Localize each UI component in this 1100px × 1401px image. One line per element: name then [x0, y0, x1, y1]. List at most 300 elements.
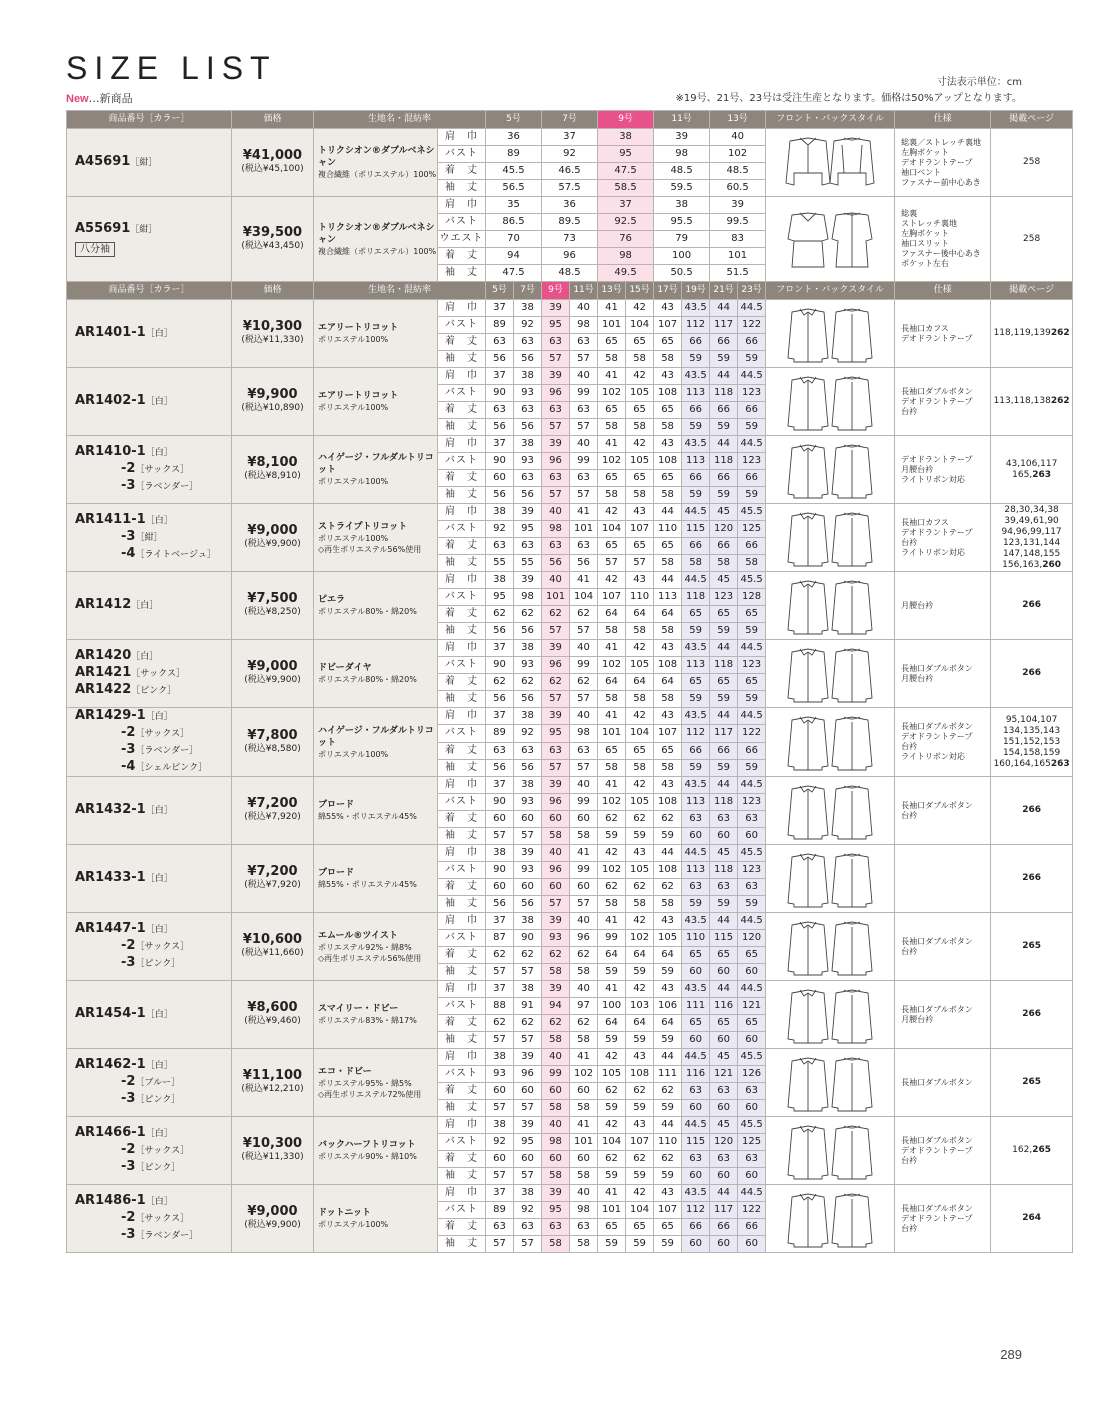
- price-cell: [232, 300, 314, 368]
- table-row: [67, 197, 1073, 214]
- price-tax: (税込¥11,660): [241, 948, 304, 958]
- size-value: 66: [682, 402, 710, 419]
- fabric-mix: 綿55%・ポリエステル45%: [318, 812, 417, 821]
- price-cell: [232, 845, 314, 913]
- size-value: 64: [626, 606, 654, 623]
- price-cell: [232, 197, 314, 282]
- col-page: 掲載ページ: [991, 111, 1073, 129]
- spec-line: デオドラントテープ: [901, 1213, 973, 1223]
- size-value: 79: [654, 231, 710, 248]
- size-value: 62: [626, 1151, 654, 1168]
- spec-cell: [895, 845, 991, 913]
- price-tax: (税込¥8,580): [244, 743, 301, 754]
- fabric-mix: ポリエステル100%: [318, 403, 389, 412]
- size-value: 58: [598, 896, 626, 913]
- size-value: 38: [514, 777, 542, 794]
- page-line: 118,119,139262: [993, 328, 1070, 338]
- price-cell: [232, 504, 314, 572]
- size-value: 42: [626, 981, 654, 998]
- size-value: 59: [654, 828, 682, 845]
- col-style: フロント・バックスタイル: [766, 111, 895, 129]
- table-row: [67, 1117, 1073, 1134]
- size-value: 57: [514, 1100, 542, 1117]
- size-value: 98: [654, 146, 710, 163]
- garment-sketch-icon: [770, 1121, 890, 1181]
- size-value: 58: [654, 759, 682, 776]
- size-value: 39: [514, 845, 542, 862]
- size-value: 120: [710, 521, 738, 538]
- code-number: AR1433-1: [75, 870, 146, 885]
- code-number: -2: [121, 725, 136, 740]
- size-value: 40: [542, 504, 570, 521]
- measure-label: バスト: [438, 862, 486, 879]
- product-code: [67, 504, 232, 572]
- unit-note: 寸法表示単位：cm: [936, 77, 1022, 88]
- size-value: 42: [598, 572, 626, 589]
- fabric-name: ハイゲージ・フルダルトリコット: [318, 453, 434, 475]
- page-cell: [991, 300, 1073, 368]
- size-value: 63: [570, 1219, 598, 1236]
- code-number: AR1429-1: [75, 708, 146, 723]
- page-main: 266: [1022, 873, 1041, 883]
- spec-line: 台衿: [901, 810, 918, 820]
- spec-cell: [895, 572, 991, 640]
- size-value: 64: [598, 606, 626, 623]
- size-value: 62: [514, 674, 542, 691]
- size-value: 58: [542, 1168, 570, 1185]
- code-number: AR1402-1: [75, 393, 146, 408]
- col-style: フロント・バックスタイル: [766, 282, 895, 300]
- size-value: 62: [514, 1015, 542, 1032]
- price-cell: [232, 777, 314, 845]
- size-value: 58: [654, 623, 682, 640]
- fabric-mix: ポリエステル92%・綿8%: [318, 942, 412, 952]
- product-code: [67, 197, 232, 282]
- size-value: 107: [626, 521, 654, 538]
- size-value: 121: [710, 1066, 738, 1083]
- size-value: 58: [654, 419, 682, 436]
- size-value: 89: [486, 1202, 514, 1219]
- code-line: [75, 802, 231, 819]
- size-value: 113: [682, 657, 710, 674]
- size-value: 42: [598, 845, 626, 862]
- size-value: 44.5: [738, 300, 766, 317]
- size-value: 60: [570, 1151, 598, 1168]
- table-row: [67, 640, 1073, 657]
- size-value: 44: [654, 504, 682, 521]
- size-value: 41: [570, 1117, 598, 1134]
- size-value: 60: [710, 1168, 738, 1185]
- code-line: [75, 1125, 231, 1142]
- code-color: ［白］: [145, 516, 173, 526]
- size-value: 56: [514, 351, 542, 368]
- spec-cell: [895, 1049, 991, 1117]
- size-value: 101: [542, 589, 570, 606]
- size-value: 57: [486, 964, 514, 981]
- size-value: 59: [710, 487, 738, 504]
- code-color: ［サックス］: [135, 1146, 190, 1156]
- size-value: 102: [598, 453, 626, 470]
- size-value: 59: [626, 1236, 654, 1253]
- size-value: 37: [598, 197, 654, 214]
- code-line: [75, 759, 231, 776]
- size-value: 107: [654, 725, 682, 742]
- size-value: 58: [598, 351, 626, 368]
- size-value: 41: [598, 1185, 626, 1202]
- price-value: ¥9,000: [247, 1204, 298, 1219]
- size-value: 57: [542, 487, 570, 504]
- measure-label: 着 丈: [438, 1015, 486, 1032]
- size-value: 63: [542, 334, 570, 351]
- size-value: 87: [486, 930, 514, 947]
- price-cell: [232, 1117, 314, 1185]
- size-value: 101: [570, 1134, 598, 1151]
- size-value: 102: [598, 657, 626, 674]
- price-value: ¥11,100: [242, 1068, 303, 1083]
- measure-label: 着 丈: [438, 606, 486, 623]
- size-value: 41: [598, 640, 626, 657]
- code-line: [75, 870, 231, 887]
- size-value: 38: [514, 640, 542, 657]
- size-value: 123: [738, 862, 766, 879]
- size-value: 112: [682, 1202, 710, 1219]
- table-row: [67, 777, 1073, 794]
- col-size: 11号: [654, 111, 710, 129]
- spec-line: デオドラントテープ: [901, 732, 973, 741]
- code-number: AR1454-1: [75, 1006, 146, 1021]
- garment-sketch-icon: [770, 1189, 890, 1249]
- fabric-cell: [314, 845, 438, 913]
- size-value: 50.5: [654, 265, 710, 282]
- page-main: 266: [1022, 600, 1041, 610]
- size-value: 45.5: [738, 1117, 766, 1134]
- spec-cell: [895, 1185, 991, 1253]
- size-value: 60: [682, 964, 710, 981]
- size-value: 38: [486, 1049, 514, 1066]
- col-size: 15号: [626, 282, 654, 300]
- style-sketch: [766, 1049, 895, 1117]
- size-value: 86.5: [486, 214, 542, 231]
- size-value: 62: [654, 1151, 682, 1168]
- size-value: 38: [598, 129, 654, 146]
- size-value: 63: [542, 402, 570, 419]
- spec-line: 台衿: [901, 1223, 918, 1233]
- size-value: 104: [598, 1134, 626, 1151]
- size-value: 64: [626, 674, 654, 691]
- style-sketch: [766, 197, 895, 282]
- size-value: 58: [570, 1100, 598, 1117]
- size-value: 45: [710, 845, 738, 862]
- size-value: 115: [682, 521, 710, 538]
- size-value: 113: [682, 794, 710, 811]
- measure-label: 袖 丈: [438, 265, 486, 282]
- size-value: 62: [542, 947, 570, 964]
- size-value: 60: [738, 1032, 766, 1049]
- code-color: ［白］: [145, 806, 173, 816]
- page-line: 28,30,34,38: [1004, 504, 1059, 515]
- size-value: 98: [542, 1134, 570, 1151]
- size-value: 118: [710, 862, 738, 879]
- fabric-cell: [314, 300, 438, 368]
- size-value: 59: [598, 828, 626, 845]
- size-value: 42: [626, 436, 654, 453]
- spec-line: 総裏／ストレッチ裏地: [901, 137, 982, 147]
- size-value: 42: [626, 777, 654, 794]
- size-value: 113: [682, 453, 710, 470]
- size-value: 62: [598, 811, 626, 828]
- size-value: 59: [598, 1236, 626, 1253]
- size-value: 59: [626, 1032, 654, 1049]
- measure-label: 袖 丈: [438, 1168, 486, 1185]
- new-tag: New: [66, 93, 89, 105]
- size-value: 58: [542, 828, 570, 845]
- measure-label: 袖 丈: [438, 351, 486, 368]
- size-value: 60: [570, 879, 598, 896]
- size-value: 64: [598, 674, 626, 691]
- code-line: [75, 1142, 231, 1159]
- price-cell: [232, 129, 314, 197]
- spec-line: 月腰台衿: [901, 1014, 934, 1024]
- size-value: 58: [654, 555, 682, 572]
- size-value: 90: [486, 385, 514, 402]
- size-value: 47.5: [486, 265, 542, 282]
- size-value: 39: [514, 572, 542, 589]
- size-value: 65: [626, 470, 654, 487]
- measure-label: 肩 巾: [438, 300, 486, 317]
- size-value: 56: [486, 691, 514, 708]
- size-value: 65: [654, 470, 682, 487]
- size-value: 108: [654, 657, 682, 674]
- fabric-mix: ポリエステル95%・綿5%: [318, 1078, 412, 1088]
- size-value: 43.5: [682, 300, 710, 317]
- size-value: 56: [514, 419, 542, 436]
- size-value: 59: [682, 487, 710, 504]
- table-row: [67, 572, 1073, 589]
- size-value: 57: [626, 555, 654, 572]
- product-code: [67, 640, 232, 708]
- size-value: 107: [598, 589, 626, 606]
- size-value: 59: [682, 759, 710, 776]
- measure-label: ウエスト: [438, 231, 486, 248]
- price-tax: (税込¥12,210): [241, 1084, 304, 1094]
- size-value: 100: [598, 998, 626, 1015]
- spec-line: 月腰台衿: [901, 600, 934, 610]
- price-cell: [232, 981, 314, 1049]
- size-value: 56: [486, 351, 514, 368]
- spec-line: 袖口スリット: [901, 239, 949, 248]
- code-line: [75, 154, 231, 171]
- code-color: ［白］: [145, 712, 173, 722]
- size-value: 43.5: [682, 981, 710, 998]
- page-main: 266: [1022, 668, 1041, 678]
- page-line: 94,96,99,117: [1001, 526, 1062, 537]
- size-value: 63: [570, 538, 598, 555]
- code-line: [75, 1193, 231, 1210]
- table-row: [67, 504, 1073, 521]
- size-value: 58: [626, 623, 654, 640]
- page-cell: [991, 504, 1073, 572]
- page-cell: [991, 845, 1073, 913]
- size-value: 97: [570, 998, 598, 1015]
- size-value: 39: [542, 1185, 570, 1202]
- size-value: 116: [710, 998, 738, 1015]
- page-main: 265: [1022, 941, 1041, 951]
- measure-label: 袖 丈: [438, 1032, 486, 1049]
- page-main: 262: [1050, 328, 1070, 338]
- spec-cell: [895, 504, 991, 572]
- style-sketch: [766, 640, 895, 708]
- table-row: [67, 436, 1073, 453]
- size-value: 40: [570, 1185, 598, 1202]
- size-value: 60: [570, 811, 598, 828]
- size-value: 44: [710, 913, 738, 930]
- size-value: 110: [654, 521, 682, 538]
- size-value: 55: [514, 555, 542, 572]
- style-sketch: [766, 504, 895, 572]
- fabric-name: エムール®ツイスト: [318, 930, 398, 941]
- size-value: 111: [682, 998, 710, 1015]
- size-value: 112: [682, 317, 710, 334]
- size-value: 62: [570, 1015, 598, 1032]
- size-value: 93: [514, 657, 542, 674]
- table-row: [67, 1049, 1073, 1066]
- size-value: 44: [710, 640, 738, 657]
- size-value: 57: [486, 828, 514, 845]
- size-value: 65: [598, 470, 626, 487]
- code-color: ［サックス］: [135, 729, 190, 739]
- garment-sketch-icon: [770, 508, 890, 568]
- size-value: 40: [570, 777, 598, 794]
- size-value: 60: [486, 879, 514, 896]
- size-value: 39: [542, 368, 570, 385]
- code-number: -4: [121, 759, 136, 774]
- size-value: 58: [654, 487, 682, 504]
- size-value: 57: [486, 1236, 514, 1253]
- size-value: 117: [710, 725, 738, 742]
- size-value: 65: [682, 606, 710, 623]
- code-line: [75, 938, 231, 955]
- new-legend: [66, 90, 133, 106]
- size-value: 58: [626, 419, 654, 436]
- measure-label: 袖 丈: [438, 1236, 486, 1253]
- size-value: 91: [514, 998, 542, 1015]
- size-value: 105: [626, 453, 654, 470]
- page-cell: [991, 572, 1073, 640]
- measure-label: 着 丈: [438, 674, 486, 691]
- size-value: 64: [654, 606, 682, 623]
- size-value: 42: [598, 1049, 626, 1066]
- size-value: 38: [514, 981, 542, 998]
- size-value: 65: [710, 947, 738, 964]
- size-value: 62: [486, 674, 514, 691]
- size-value: 41: [598, 368, 626, 385]
- code-color: ［ピンク］: [135, 1095, 181, 1105]
- table-row: [67, 129, 1073, 146]
- size-value: 59: [738, 691, 766, 708]
- size-value: 60: [682, 828, 710, 845]
- size-value: 60: [542, 1083, 570, 1100]
- product-code: [67, 913, 232, 981]
- size-value: 44: [710, 1185, 738, 1202]
- spec-line: デオドラントテープ: [901, 157, 973, 167]
- fabric-cell: [314, 368, 438, 436]
- size-value: 44: [710, 368, 738, 385]
- measure-label: 着 丈: [438, 402, 486, 419]
- spec-line: 長袖口ダブルボタン: [901, 1077, 973, 1087]
- size-value: 95.5: [654, 214, 710, 231]
- size-value: 101: [598, 317, 626, 334]
- code-line: [75, 393, 231, 410]
- size-value: 57: [542, 759, 570, 776]
- size-value: 57: [542, 351, 570, 368]
- size-value: 43: [654, 640, 682, 657]
- size-value: 89: [486, 146, 542, 163]
- size-value: 60: [514, 1083, 542, 1100]
- size-value: 38: [514, 300, 542, 317]
- size-value: 40: [570, 708, 598, 725]
- size-value: 57: [570, 419, 598, 436]
- page-line: 39,49,61,90: [1004, 515, 1059, 526]
- size-value: 56: [486, 623, 514, 640]
- size-value: 41: [598, 708, 626, 725]
- size-value: 35: [486, 197, 542, 214]
- size-value: 115: [682, 1134, 710, 1151]
- price-cell: [232, 640, 314, 708]
- fabric-mix: ポリエステル83%・綿17%: [318, 1016, 417, 1025]
- style-sketch: [766, 708, 895, 777]
- size-value: 60: [514, 811, 542, 828]
- size-value: 59: [654, 1100, 682, 1117]
- size-value: 38: [514, 436, 542, 453]
- fabric-cell: [314, 1049, 438, 1117]
- size-value: 58: [654, 691, 682, 708]
- size-value: 44.5: [682, 1117, 710, 1134]
- size-value: 40: [570, 368, 598, 385]
- size-value: 60: [710, 964, 738, 981]
- size-value: 120: [738, 930, 766, 947]
- code-number: AR1447-1: [75, 921, 146, 936]
- size-value: 57.5: [542, 180, 598, 197]
- size-value: 102: [710, 146, 766, 163]
- size-value: 59: [738, 351, 766, 368]
- page-line: 162,265: [1012, 1145, 1052, 1155]
- fabric-mix: ポリエステル100%: [318, 477, 389, 486]
- spec-line: 台衿: [901, 537, 918, 547]
- size-value: 63: [738, 1151, 766, 1168]
- size-value: 57: [598, 555, 626, 572]
- size-value: 57: [570, 623, 598, 640]
- code-color: ［ライトベージュ］: [135, 550, 216, 560]
- spec-line: 長袖口カフス: [901, 323, 949, 333]
- measure-label: バスト: [438, 521, 486, 538]
- size-value: 65: [598, 334, 626, 351]
- size-value: 60: [682, 1100, 710, 1117]
- size-value: 63: [570, 470, 598, 487]
- code-number: -3: [121, 1091, 136, 1106]
- size-value: 66: [710, 402, 738, 419]
- size-value: 128: [738, 589, 766, 606]
- new-text: …新商品: [88, 92, 133, 105]
- measure-label: 着 丈: [438, 163, 486, 180]
- code-number: A55691: [75, 221, 131, 236]
- page-main: 266: [1022, 805, 1041, 815]
- size-value: 58: [570, 964, 598, 981]
- size-value: 60: [514, 879, 542, 896]
- size-value: 105: [626, 385, 654, 402]
- size-value: 38: [514, 368, 542, 385]
- size-value: 56: [514, 896, 542, 913]
- size-value: 96: [542, 385, 570, 402]
